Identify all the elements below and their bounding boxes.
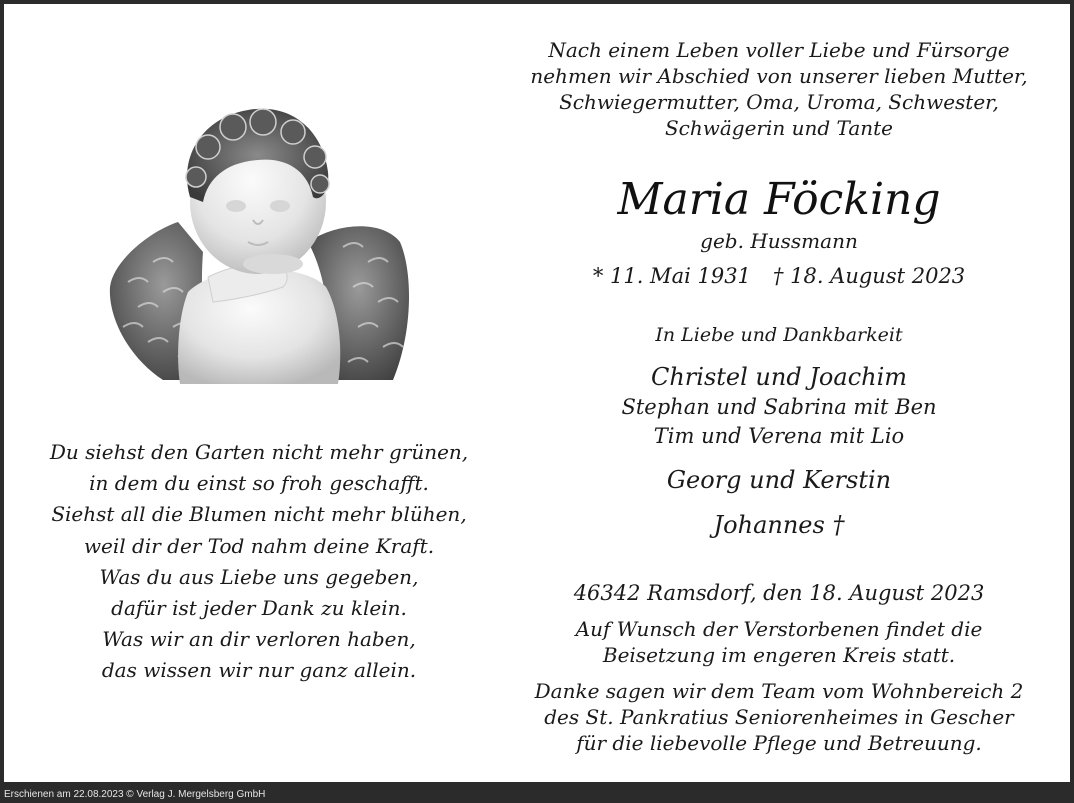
mourner-entry: Georg und Kerstin	[666, 466, 892, 494]
angel-figurine-image	[108, 102, 414, 384]
birth-date: * 11. Mai 1931	[592, 264, 751, 288]
poem-line: in dem du einst so froh geschafft.	[89, 471, 429, 496]
thanks-line: für die liebevolle Pflege und Betreuung.	[576, 731, 982, 755]
birth-name: geb. Hussmann	[700, 229, 858, 253]
love-line: In Liebe und Dankbarkeit	[655, 324, 903, 346]
poem-line: Siehst all die Blumen nicht mehr blühen,	[51, 502, 467, 527]
intro-line: Nach einem Leben voller Liebe und Fürsorge	[548, 38, 1010, 62]
intro-line: Schwägerin und Tante	[664, 116, 894, 140]
mourners-list	[509, 361, 1049, 541]
burial-notice-line: Beisetzung im engeren Kreis statt.	[602, 643, 956, 667]
death-date: † 18. August 2023	[772, 264, 966, 288]
intro-line: Schwiegermutter, Oma, Uroma, Schwester,	[559, 90, 999, 114]
poem-line: weil dir der Tod nahm deine Kraft.	[83, 533, 435, 558]
intro-line: nehmen wir Abschied von unserer lieben Mutter,	[530, 64, 1028, 88]
poem-line: Du siehst den Garten nicht mehr grünen,	[49, 440, 469, 464]
poem	[24, 437, 494, 687]
thanks-text	[509, 678, 1049, 756]
thanks-line: Danke sagen wir dem Team vom Wohnbereich 2	[534, 679, 1024, 703]
mourner-entry: Johannes †	[713, 511, 845, 539]
thanks-line: des St. Pankratius Seniorenheimes in Gescher	[544, 705, 1014, 729]
poem-line: das wissen wir nur ganz allein.	[101, 658, 417, 683]
place-date: 46342 Ramsdorf, den 18. August 2023	[573, 581, 985, 605]
burial-notice	[509, 616, 1049, 668]
obituary-card	[4, 4, 1070, 782]
publication-footer: Erschienen am 22.08.2023 © Verlag J. Mergelsberg GmbH	[4, 789, 266, 800]
poem-line: dafür ist jeder Dank zu klein.	[111, 596, 407, 621]
poem-line: Was du aus Liebe uns gegeben,	[99, 564, 419, 589]
burial-notice-line: Auf Wunsch der Verstorbenen findet die	[575, 617, 983, 641]
intro-text	[509, 37, 1049, 141]
mourner-entry: Stephan und Sabrina mit Ben	[621, 395, 937, 419]
life-dates	[509, 262, 1049, 290]
poem-line: Was wir an dir verloren haben,	[102, 627, 416, 652]
deceased-name: Maria Föcking	[617, 174, 941, 225]
mourner-entry: Tim und Verena mit Lio	[653, 424, 905, 448]
mourner-entry: Christel und Joachim	[650, 363, 908, 391]
